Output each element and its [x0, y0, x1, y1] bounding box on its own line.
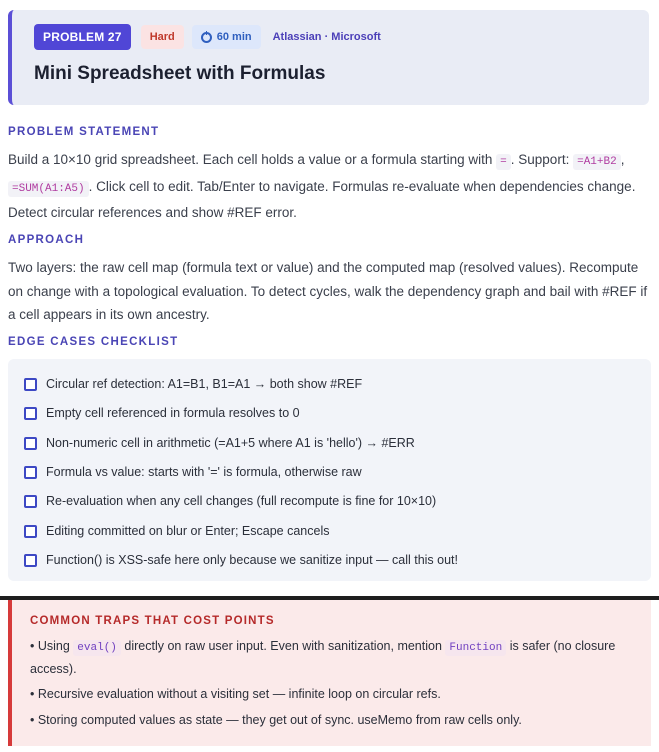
- checklist-item[interactable]: [24, 524, 329, 538]
- time-label: 60 min: [216, 31, 252, 43]
- code-sum-formula: =SUM(A1:A5): [8, 181, 89, 197]
- clock-icon: [201, 32, 212, 43]
- approach-heading: APPROACH: [8, 234, 85, 246]
- badge-row: [34, 24, 381, 50]
- problem-statement-heading: PROBLEM STATEMENT: [8, 126, 160, 138]
- statement-text-1: Build a 10×10 grid spreadsheet. Each cell holds a value or a formula starting with: [8, 152, 493, 167]
- approach-text: Two layers: the raw cell map (formula text or value) and the computed map (resolved values). Recompute on change with a topological evaluation. To detect cycles, walk the dependency graph and bail with #REF if a cell appears in its own ancestry.: [8, 260, 648, 322]
- checklist-item[interactable]: [24, 553, 458, 567]
- checkbox-icon[interactable]: [24, 495, 37, 508]
- checklist-item-label: Non-numeric cell in arithmetic (=A1+5 where A1 is 'hello') → #ERR: [46, 436, 415, 450]
- trap-text-3: is safer (no closure access).: [30, 639, 616, 676]
- checkbox-icon[interactable]: [24, 554, 37, 567]
- checklist-item[interactable]: [24, 436, 415, 450]
- statement-text-2: . Support:: [510, 152, 570, 167]
- checkbox-icon[interactable]: [24, 466, 37, 479]
- checklist-item-label: Re-evaluation when any cell changes (full recompute is fine for 10×10): [46, 494, 437, 508]
- common-traps-heading: COMMON TRAPS THAT COST POINTS: [30, 615, 275, 627]
- code-function: Function: [445, 640, 506, 656]
- checkbox-icon[interactable]: [24, 378, 37, 391]
- companies-label: Atlassian · Microsoft: [272, 31, 381, 43]
- code-add-formula: =A1+B2: [573, 154, 621, 170]
- code-equals: =: [496, 154, 511, 170]
- common-traps-panel: [8, 600, 651, 746]
- statement-text-3: ,: [620, 152, 625, 167]
- checklist-item-label: Formula vs value: starts with '=' is formula, otherwise raw: [46, 465, 362, 479]
- checklist-item-label: Empty cell referenced in formula resolves to 0: [46, 406, 300, 420]
- page-title: Mini Spreadsheet with Formulas: [34, 63, 326, 84]
- checkbox-icon[interactable]: [24, 407, 37, 420]
- trap-item: [30, 636, 630, 680]
- code-eval: eval(): [73, 640, 121, 656]
- problem-number-badge: PROBLEM 27: [34, 24, 131, 50]
- trap-text-2: directly on raw user input. Even with sanitization, mention: [124, 639, 442, 653]
- checklist-item-label: Circular ref detection: A1=B1, B1=A1 → both show #REF: [46, 377, 363, 391]
- trap-item: • Storing computed values as state — they get out of sync. useMemo from raw cells only.: [30, 713, 522, 727]
- trap-text-1: • Using: [30, 639, 70, 653]
- trap-item: • Recursive evaluation without a visiting set — infinite loop on circular refs.: [30, 687, 441, 701]
- difficulty-badge: Hard: [141, 25, 184, 49]
- checkbox-icon[interactable]: [24, 437, 37, 450]
- checklist-item-label: Function() is XSS-safe here only because we sanitize input — call this out!: [46, 553, 459, 567]
- checklist-item[interactable]: [24, 406, 300, 420]
- checkbox-icon[interactable]: [24, 525, 37, 538]
- time-badge: [192, 25, 261, 49]
- problem-statement-text: [8, 148, 648, 225]
- checklist-item-label: Editing committed on blur or Enter; Escape cancels: [46, 524, 330, 538]
- edge-cases-checklist: [8, 359, 651, 581]
- checklist-item[interactable]: [24, 377, 362, 391]
- checklist-item[interactable]: [24, 494, 436, 508]
- checklist-item[interactable]: [24, 465, 362, 479]
- edge-cases-heading: EDGE CASES CHECKLIST: [8, 336, 179, 348]
- statement-text-4: . Click cell to edit. Tab/Enter to navigate. Formulas re-evaluate when dependencies change. Detect circular references and show #REF error.: [8, 178, 636, 220]
- problem-header: [8, 10, 649, 105]
